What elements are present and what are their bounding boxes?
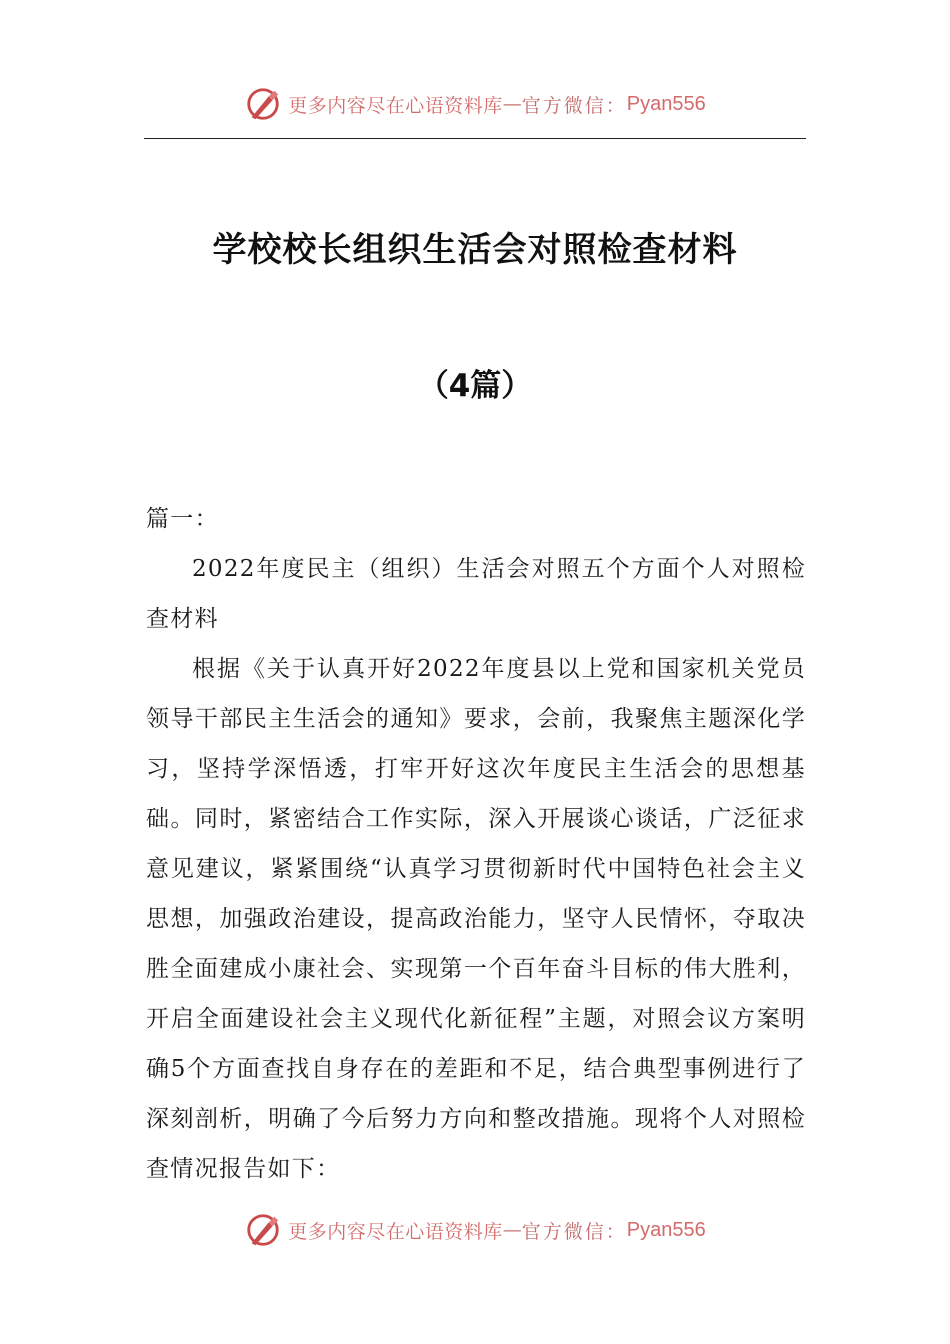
section-heading: 2022年度民主（组织）生活会对照五个方面个人对照检查材料 xyxy=(146,556,806,632)
paragraph: 根据《关于认真开好2022年度县以上党和国家机关党员领导干部民主生活会的通知》要求，会前，我聚焦主题深化学习，坚持学深悟透，打牢开好这次年度民主生活会的思想基础。同时，紧密结合工作实际，深入开展谈心谈话，广泛征求意见建议，紧紧围绕“认真学习贯彻新时代中国特色社会主义思想，加强政治建设，提高政治能力，坚守人民情怀，夺取决胜全面建成小康社会、实现第一个百年奋斗目标的伟大胜利，开启全面建设社会主义现代化新征程”主题，对照会议方案明确5个方面查找自身存在的差距和不足，结合典型事例进行了深刻剖析，明确了今后努力方向和整改措施。现将个人对照检查情况报告如下： xyxy=(146,656,806,1182)
section-label: 篇一： xyxy=(146,506,219,532)
banner-separator: — xyxy=(502,93,522,115)
pen-logo-icon xyxy=(244,85,282,123)
header-banner xyxy=(0,82,950,126)
wechat-id: Pyan556 xyxy=(626,92,706,115)
banner-separator: — xyxy=(502,1219,522,1241)
banner-text: 更多内容尽在心语资料库 xyxy=(288,94,503,117)
document-body xyxy=(146,494,806,1194)
document-title: 学校校长组织生活会对照检查材料 xyxy=(212,230,738,270)
banner-text: 更多内容尽在心语资料库 xyxy=(288,1220,503,1243)
wechat-label: 官方微信： xyxy=(521,94,627,117)
header-rule xyxy=(144,138,806,139)
footer-banner xyxy=(0,1208,950,1252)
document-subtitle: （4篇） xyxy=(417,368,533,404)
pen-logo-icon xyxy=(244,1211,282,1249)
wechat-label: 官方微信： xyxy=(521,1220,627,1243)
wechat-id: Pyan556 xyxy=(626,1218,706,1241)
